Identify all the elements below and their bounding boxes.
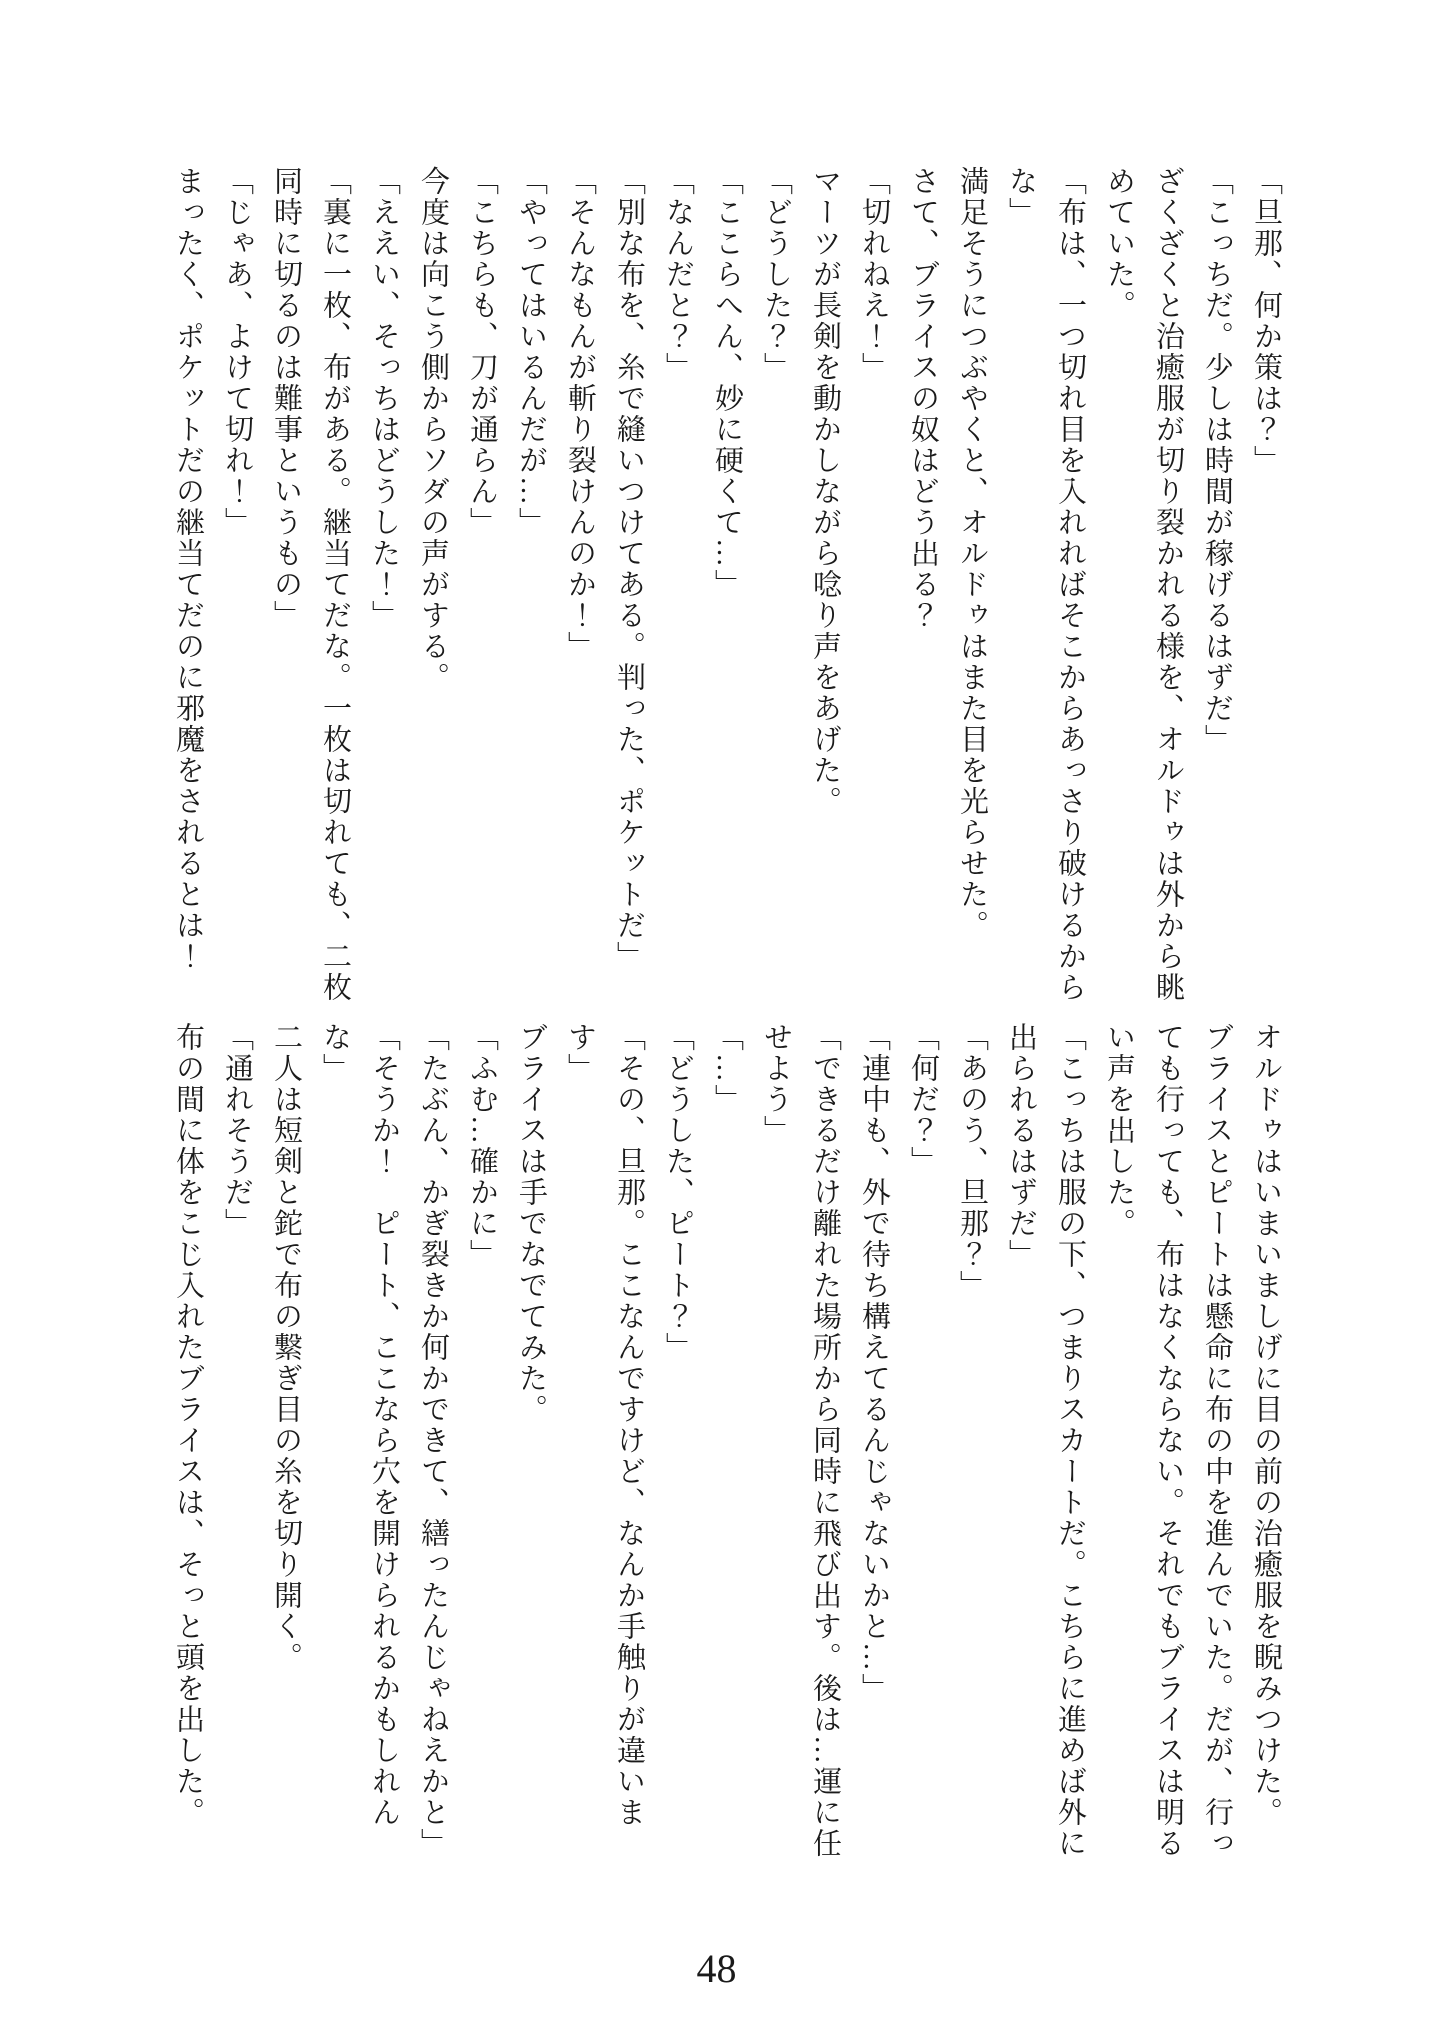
text-column: 「別な布を、糸で縫いつけてある。判った、ポケットだ」 [613, 166, 645, 972]
text-column: 「旦那、何か策は？」 [1250, 166, 1282, 476]
text-column: な」 [319, 1022, 351, 1084]
text-column: 「できるだけ離れた場所から同時に飛び出す。後は…運に任 [809, 1022, 841, 1859]
text-column: 「ここらへん、妙に硬くて…」 [711, 166, 743, 600]
text-column: 「通れそうだ」 [221, 1022, 253, 1239]
text-column: 「ふむ…確かに」 [466, 1022, 498, 1270]
text-column: 「やってはいるんだが…」 [515, 166, 547, 538]
text-column: ブライスは手でなでてみた。 [515, 1022, 547, 1425]
text-column: 「たぶん、かぎ裂きか何かできて、繕ったんじゃねえかと」 [417, 1022, 449, 1859]
text-column: 「どうした、ピート？」 [662, 1022, 694, 1363]
text-column: まったく、ポケットだの継当てだのに邪魔をされるとは！ [172, 166, 204, 972]
text-column: ざくざくと治癒服が切り裂かれる様を、オルドゥは外から眺 [1152, 166, 1184, 1003]
text-column: 「じゃあ、よけて切れ！」 [221, 166, 253, 538]
text-column: い声を出した。 [1103, 1022, 1135, 1239]
text-column: 「ええい、そっちはどうした！」 [368, 166, 400, 631]
text-column: マーツが長剣を動かしながら唸り声をあげた。 [809, 166, 841, 817]
text-column: せよう」 [760, 1022, 792, 1146]
text-column: 今度は向こう側からソダの声がする。 [417, 166, 449, 693]
text-block-top [163, 166, 1290, 1011]
text-column: 「切れねえ！」 [858, 166, 890, 383]
text-column: 「布は、一つ切れ目を入れればそこからあっさり破けるから [1054, 166, 1086, 1003]
text-column: 「連中も、外で待ち構えてるんじゃないかと…」 [858, 1022, 890, 1704]
text-column: 「どうした？」 [760, 166, 792, 383]
text-column: 「その、旦那。ここなんですけど、なんか手触りが違いま [613, 1022, 645, 1828]
text-column: 「裏に一枚、布がある。継当てだな。一枚は切れても、二枚 [319, 166, 351, 1003]
text-column: 二人は短剣と鉈で布の繋ぎ目の糸を切り開く。 [270, 1022, 302, 1673]
text-column: 満足そうにつぶやくと、オルドゥはまた目を光らせた。 [956, 166, 988, 941]
text-column: 「こちらも、刀が通らん」 [466, 166, 498, 538]
text-column: さて、ブライスの奴はどう出る？ [907, 166, 939, 631]
text-column: オルドゥはいまいましげに目の前の治癒服を睨みつけた。 [1250, 1022, 1282, 1828]
text-column: す」 [564, 1022, 596, 1084]
text-block-bottom [163, 1022, 1290, 1867]
text-column: ても行っても、布はなくならない。それでもブライスは明る [1152, 1022, 1184, 1859]
text-column: 同時に切るのは難事というもの」 [270, 166, 302, 631]
text-column: 「あのう、旦那？」 [956, 1022, 988, 1301]
text-column: 「こっちだ。少しは時間が稼げるはずだ」 [1201, 166, 1233, 755]
page-number: 48 [696, 1946, 737, 1991]
text-column: 「なんだと？」 [662, 166, 694, 383]
text-column: 「…」 [711, 1022, 743, 1115]
text-column: 「そうか！ ピート、ここなら穴を開けられるかもしれん [368, 1022, 400, 1828]
text-column: 「何だ？」 [907, 1022, 939, 1177]
text-column: 出られるはずだ」 [1005, 1022, 1037, 1270]
text-column: 「こっちは服の下、つまりスカートだ。こちらに進めば外に [1054, 1022, 1086, 1859]
text-column: めていた。 [1103, 166, 1135, 321]
text-column: な」 [1005, 166, 1037, 228]
text-column: 布の間に体をこじ入れたブライスは、そっと頭を出した。 [172, 1022, 204, 1828]
text-column: ブライスとピートは懸命に布の中を進んでいた。だが、行っ [1201, 1022, 1233, 1859]
text-column: 「そんなもんが斬り裂けんのか！」 [564, 166, 596, 662]
